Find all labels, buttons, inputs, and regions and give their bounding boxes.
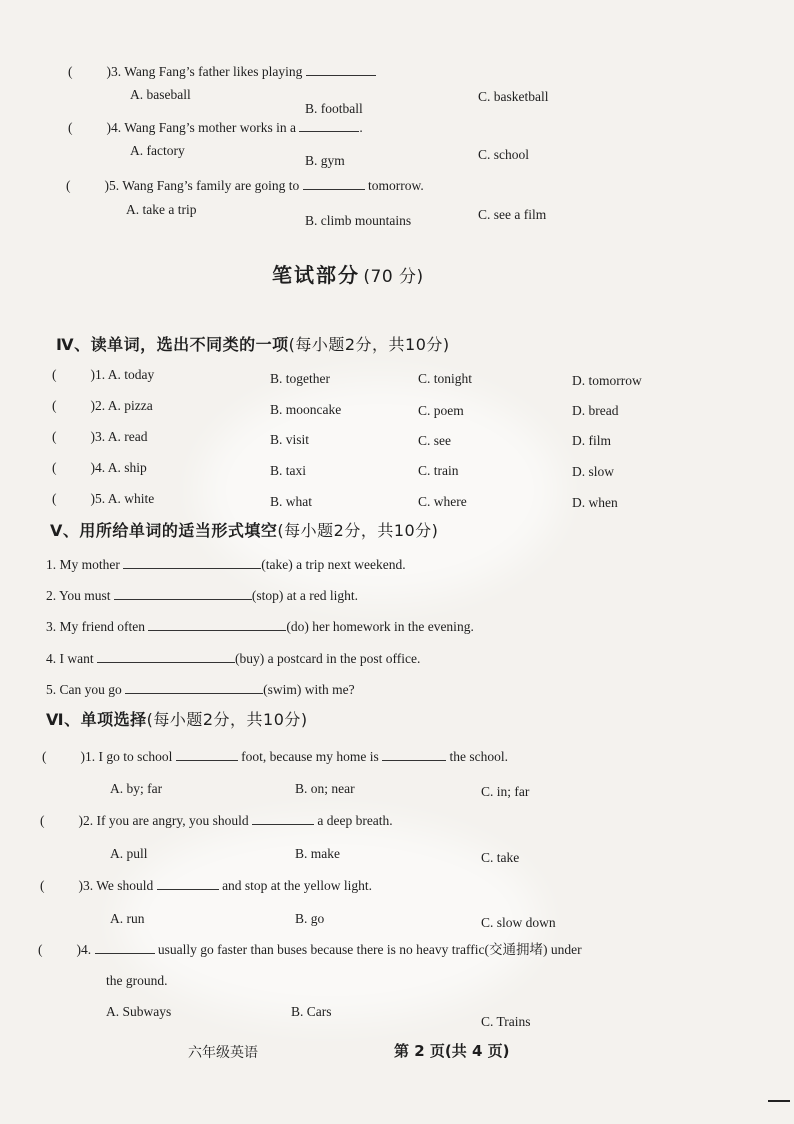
option-c: C. in; far: [481, 784, 530, 799]
listening-question-5: ( )5. Wang Fang’s family are going to tomorrow.: [66, 178, 424, 193]
option-c: C. basketball: [478, 89, 549, 104]
section-5-heading: Ⅴ、用所给单词的适当形式填空(每小题2分，共10分): [50, 521, 439, 540]
option-c: C. Trains: [481, 1014, 531, 1029]
option-c: C. school: [478, 147, 530, 162]
option-a: A. factory: [130, 143, 185, 158]
option-b: B. climb mountains: [305, 213, 412, 228]
option-b: B. go: [295, 911, 325, 926]
exam-page: ( )3. Wang Fang’s father likes playing A. baseball B. football C. basketball ( )4. Wang Fang’s mother works in a . A. factory B. gym C. school ( )5. Wang Fang’s family are going to tomorrow. A. take a trip B. climb mountains C. see a film 笔试部分 (70 分) Ⅳ、读单词，选出不同类的一项(每小题2分，共10分) ( )1. A. today B. together C. tonight D. tomorrow ( )2. A. pizza B. mooncake C. poem D. bread ( )3. A. read B. visit C. see D. film ( )4. A. ship B. taxi C. train D. slow ( )5. A. white B. what C. where D. when Ⅴ、用所给单词的适当形式填空(每小题2分，共10分) 1. My mother (take) a trip next weekend. 2. You must (stop) at a red light. 3. My friend often (do) her homework in the evening. 4. I want (buy) a postcard in the post office. 5. Can you go (swim) with me? Ⅵ、单项选择(每小题2分，共10分) ( )1. I go to school foot, because my home is the school. A. by; far B. on; near C. in; far ( )2. If you are angry, you should a deep breath. A. pull B. make C. take ( )3. We should and stop at the yellow light. A. run B. go C. slow down ( )4. usually go faster than buses because there is no heavy traffic(交通拥堵) under the ground. A. Subways B. Cars C. Trains 六年级英语 第 2 页(共 4 页): [0, 0, 794, 1124]
option-b: B. football: [305, 101, 363, 116]
option-c: C. take: [481, 850, 520, 865]
fill-in-row: 3. My friend often (do) her homework in the evening.: [46, 619, 474, 634]
fill-in-row: 2. You must (stop) at a red light.: [46, 588, 359, 603]
choice-question-4: ( )4. usually go faster than buses because there is no heavy traffic(交通拥堵) under: [38, 942, 582, 957]
footer-subject: 六年级英语: [188, 1045, 258, 1061]
listening-question-3: ( )3. Wang Fang’s father likes playing: [68, 62, 376, 81]
section-4-heading: Ⅳ、读单词，选出不同类的一项(每小题2分，共10分): [56, 335, 450, 354]
option-b: B. make: [295, 846, 340, 861]
option-a: A. take a trip: [126, 202, 197, 217]
option-a: A. by; far: [110, 781, 163, 796]
option-b: B. Cars: [291, 1004, 332, 1019]
choice-question-3: ( )3. We should and stop at the yellow light.: [40, 878, 373, 893]
footer-page-number: 第 2 页(共 4 页): [394, 1042, 510, 1060]
listening-question-4: ( )4. Wang Fang’s mother works in a .: [68, 120, 363, 135]
option-a: A. pull: [110, 846, 148, 861]
section-6-heading: Ⅵ、单项选择(每小题2分，共10分): [46, 710, 308, 729]
edge-mark: [768, 1100, 790, 1102]
option-c: C. slow down: [481, 915, 556, 930]
written-part-heading: 笔试部分 (70 分): [272, 263, 424, 287]
option-b: B. gym: [305, 153, 345, 168]
option-b: B. on; near: [295, 781, 355, 796]
fill-in-row: 5. Can you go (swim) with me?: [46, 682, 355, 697]
choice-question-2: ( )2. If you are angry, you should a deep breath.: [40, 813, 393, 828]
choice-question-1: ( )1. I go to school foot, because my home is the school.: [42, 749, 508, 764]
fill-in-row: 1. My mother (take) a trip next weekend.: [46, 557, 406, 572]
option-c: C. see a film: [478, 207, 547, 222]
fill-in-row: 4. I want (buy) a postcard in the post office.: [46, 651, 421, 666]
option-a: A. Subways: [106, 1004, 172, 1019]
option-a: A. run: [110, 911, 145, 926]
choice-question-4-continued: the ground.: [106, 973, 168, 988]
option-a: A. baseball: [130, 87, 191, 102]
